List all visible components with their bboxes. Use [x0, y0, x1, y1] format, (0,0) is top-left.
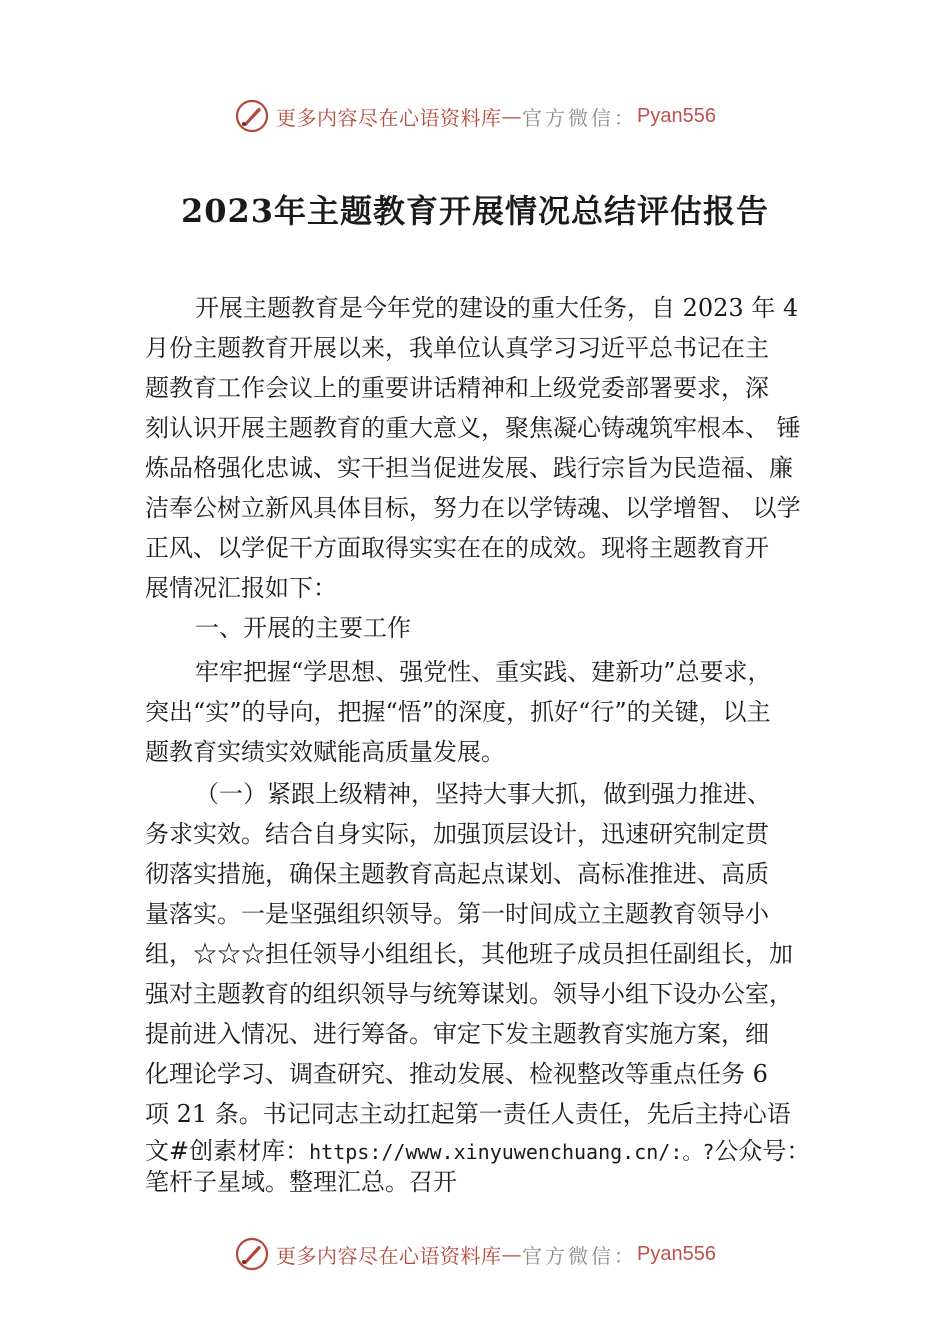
text-line: 题教育工作会议上的重要讲话精神和上级党委部署要求，深	[145, 374, 769, 402]
paragraph-requirements	[145, 652, 817, 772]
banner-dash: —	[501, 1242, 523, 1266]
text-line: 务求实效。结合自身实际，加强顶层设计，迅速研究制定贯	[145, 820, 769, 848]
source-url: https://www.xinyuwenchuang.cn/:。?	[309, 1140, 715, 1164]
source-label: 文#创素材库：	[145, 1137, 310, 1165]
text-line: 提前进入情况、进行筹备。审定下发主题教育实施方案，细	[145, 1020, 769, 1048]
text-line: 题教育实绩实效赋能高质量发展。	[145, 738, 505, 766]
document-title: 2023年主题教育开展情况总结评估报告	[180, 192, 770, 230]
text-line: 笔杆子星域。整理汇总。召开	[145, 1168, 457, 1196]
text-line	[145, 1136, 817, 1167]
quill-logo-icon	[234, 1236, 270, 1272]
banner-wechat-label: 官方微信：	[522, 105, 638, 130]
text-line: 彻落实措施，确保主题教育高起点谋划、高标准推进、高质	[145, 860, 769, 888]
text-line: 项 21 条。书记同志主动扛起第一责任人责任，先后主持心语	[145, 1100, 791, 1128]
text-line: （一）紧跟上级精神，坚持大事大抓，做到强力推进、	[195, 780, 771, 808]
footer-banner	[0, 1234, 950, 1274]
text-line: 量落实。一是坚强组织领导。第一时间成立主题教育领导小	[145, 900, 769, 928]
text-line: 开展主题教育是今年党的建设的重大任务，自 2023 年 4	[195, 294, 799, 322]
banner-wechat-id: Pyan556	[637, 104, 716, 127]
header-banner	[0, 96, 950, 136]
text-line: 展情况汇报如下：	[145, 574, 337, 602]
paragraph-intro	[145, 288, 817, 608]
document-body	[145, 288, 817, 1197]
text-line: 正风、以学促干方面取得实实在在的成效。现将主题教育开	[145, 534, 769, 562]
banner-slogan: 更多内容尽在心语资料库	[276, 105, 502, 130]
quill-logo-icon	[234, 98, 270, 134]
text-line: 突出“实”的导向，把握“悟”的深度，抓好“行”的关键，以主	[145, 698, 771, 726]
paragraph-tail	[145, 1136, 817, 1197]
text-line: 化理论学习、调查研究、推动发展、检视整改等重点任务 6	[145, 1060, 768, 1088]
text-line: 牢牢把握“学思想、强党性、重实践、建新功”总要求，	[195, 658, 772, 686]
banner-wechat-label: 官方微信：	[522, 1243, 638, 1268]
section-heading: 一、开展的主要工作	[195, 614, 411, 642]
text-line: 刻认识开展主题教育的重大意义，聚焦凝心铸魂筑牢根本、 锤	[145, 414, 801, 442]
paragraph-section-one	[145, 774, 817, 1134]
banner-wechat-id: Pyan556	[637, 1242, 716, 1265]
text-line: 洁奉公树立新风具体目标，努力在以学铸魂、以学增智、 以学	[145, 494, 801, 522]
text-line: 月份主题教育开展以来，我单位认真学习习近平总书记在主	[145, 334, 769, 362]
text-line: 炼品格强化忠诚、实干担当促进发展、践行宗旨为民造福、廉	[145, 454, 793, 482]
banner-slogan: 更多内容尽在心语资料库	[276, 1243, 502, 1268]
banner-dash: —	[501, 104, 523, 128]
text-line: 组，☆☆☆担任领导小组组长，其他班子成员担任副组长，加	[145, 940, 793, 968]
text-line: 强对主题教育的组织领导与统筹谋划。领导小组下设办公室，	[145, 980, 793, 1008]
account-label: 公众号：	[714, 1137, 811, 1165]
